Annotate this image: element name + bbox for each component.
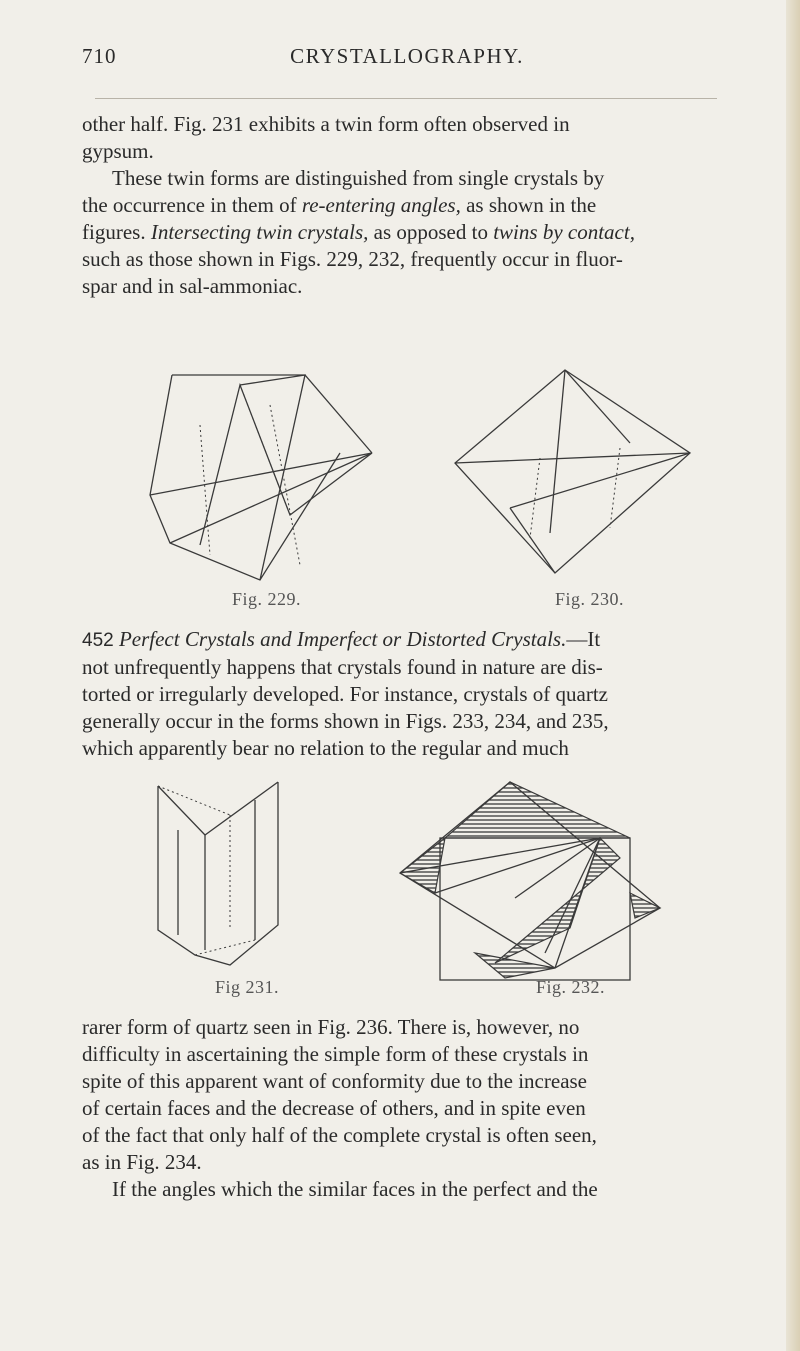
- fig-line: [510, 453, 690, 508]
- fig-hidden-line: [200, 425, 210, 555]
- section-title: Perfect Crystals and Imperfect or Distorted Crystals.: [118, 627, 567, 651]
- fig-hidden-line: [530, 458, 540, 538]
- figure-229-drawing: [140, 365, 380, 585]
- italic-term: re-entering angles,: [301, 193, 461, 217]
- figure-229-caption: Fig. 229.: [232, 589, 302, 609]
- figure-232-drawing: [395, 778, 665, 983]
- fig-line: [240, 375, 305, 580]
- section-number: 452: [82, 630, 114, 651]
- hatched-face: [475, 953, 555, 978]
- paragraph-continuation: [82, 111, 734, 165]
- text-line: spar and in sal-ammoniac.: [82, 274, 303, 298]
- figure-232-caption: Fig. 232.: [536, 977, 606, 997]
- paragraph-angles: [82, 1176, 734, 1203]
- text-line: which apparently bear no relation to the regular and much: [82, 736, 569, 760]
- running-head: [82, 44, 732, 84]
- fig-line: [150, 453, 372, 495]
- figure-231-drawing: [150, 780, 295, 970]
- text-line: other half. Fig. 231 exhibits a twin form often observed in: [82, 112, 570, 136]
- fig-line: [550, 370, 565, 533]
- fig-line: [435, 838, 600, 893]
- figure-230-drawing: [450, 368, 700, 583]
- text-line: of certain faces and the decrease of others, and in spite even: [82, 1096, 586, 1120]
- text-line: generally occur in the forms shown in Figs. 233, 234, and 235,: [82, 709, 609, 733]
- paragraph-quartz: [82, 1014, 734, 1176]
- text-line: If the angles which the similar faces in the perfect and the: [112, 1177, 598, 1201]
- text-line: These twin forms are distinguished from single crystals by: [112, 166, 605, 190]
- fig-line: [455, 453, 690, 463]
- text-line: such as those shown in Figs. 229, 232, frequently occur in fluor-: [82, 247, 623, 271]
- fig-hidden-line: [158, 786, 230, 815]
- running-title: CRYSTALLOGRAPHY.: [290, 44, 524, 68]
- section-452: 452 Perfect Crystals and Imperfect or Distorted Crystals.—It not unfrequently happens that crystals found in nature are dis- torted or irregularly developed. For instance, crystals of quartz generally occur in the forms shown in Figs. 233, 234, and 235, which apparently bear no relation to the regular and much: [82, 627, 609, 760]
- figure-230-caption: Fig. 230.: [555, 589, 625, 609]
- hatched-face: [445, 782, 630, 838]
- text-line: difficulty in ascertaining the simple form of these crystals in: [82, 1042, 589, 1066]
- fig-line: [172, 375, 372, 453]
- fig-outline: [455, 370, 690, 573]
- text-line: as in Fig. 234.: [82, 1150, 202, 1174]
- text-line: not unfrequently happens that crystals found in nature are dis-: [82, 655, 603, 679]
- header-rule: [95, 98, 717, 99]
- text-line: rarer form of quartz seen in Fig. 236. There is, however, no: [82, 1015, 580, 1039]
- fig-line: [515, 838, 600, 898]
- page-edge: [786, 0, 800, 1351]
- fig-hidden-line: [195, 940, 255, 955]
- figure-231-caption: Fig 231.: [215, 977, 280, 997]
- hatched-face: [495, 838, 620, 963]
- italic-term: twins by contact,: [493, 220, 635, 244]
- paragraph-twin-forms: These twin forms are distinguished from single crystals by the occurrence in them of re-entering angles, as shown in the figures. Intersecting twin crystals, as opposed to twins by contact, such as those shown in Figs. 229, 232, frequently occur in fluor- spar and in sal-ammoniac.: [82, 166, 635, 298]
- text-line: torted or irregularly developed. For instance, crystals of quartz: [82, 682, 608, 706]
- fig-line: [545, 838, 600, 953]
- hatched-face: [630, 893, 660, 918]
- text-line: gypsum.: [82, 139, 154, 163]
- fig-line: [158, 782, 278, 835]
- text-line: of the fact that only half of the complete crystal is often seen,: [82, 1123, 597, 1147]
- italic-term: Intersecting twin crystals,: [150, 220, 369, 244]
- text-line: spite of this apparent want of conformity due to the increase: [82, 1069, 588, 1093]
- page-number: 710: [82, 44, 117, 68]
- fig-line: [158, 782, 278, 965]
- text-line: the occurrence in them of: [82, 193, 302, 217]
- hatched-face: [400, 838, 445, 893]
